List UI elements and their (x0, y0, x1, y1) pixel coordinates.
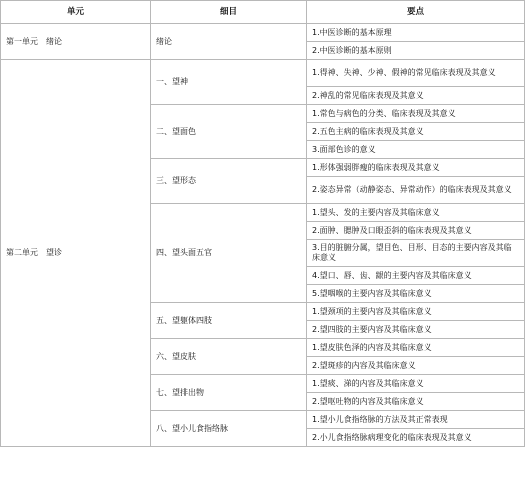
point-cell: 2.姿态异常（动静姿态、异常动作）的临床表现及其意义 (307, 177, 525, 204)
item-cell: 三、望形态 (151, 159, 307, 204)
header-point: 要点 (307, 1, 525, 24)
item-cell: 七、望排出物 (151, 375, 307, 411)
point-cell: 1.望皮肤色泽的内容及其临床意义 (307, 339, 525, 357)
item-cell: 四、望头面五官 (151, 204, 307, 303)
header-item: 细目 (151, 1, 307, 24)
point-cell: 2.五色主病的临床表现及其意义 (307, 123, 525, 141)
point-cell: 5.望咽喉的主要内容及其临床意义 (307, 285, 525, 303)
point-cell: 2.望四肢的主要内容及其临床意义 (307, 321, 525, 339)
point-cell: 1.形体强弱胖瘦的临床表现及其意义 (307, 159, 525, 177)
header-unit: 单元 (1, 1, 151, 24)
point-cell: 1.望颈项的主要内容及其临床意义 (307, 303, 525, 321)
point-cell: 1.中医诊断的基本原理 (307, 24, 525, 42)
header-row (1, 1, 525, 24)
item-cell: 绪论 (151, 24, 307, 60)
item-cell: 八、望小儿食指络脉 (151, 411, 307, 447)
point-cell: 3.目的脏腑分属，望目色、目形、目态的主要内容及其临床意义 (307, 240, 525, 267)
point-cell: 2.望呕吐物的内容及其临床意义 (307, 393, 525, 411)
point-cell: 1.常色与病色的分类、临床表现及其意义 (307, 105, 525, 123)
item-cell: 六、望皮肤 (151, 339, 307, 375)
point-cell: 2.小儿食指络脉病理变化的临床表现及其意义 (307, 429, 525, 447)
point-cell: 2.神乱的常见临床表现及其意义 (307, 87, 525, 105)
point-cell: 2.中医诊断的基本原则 (307, 42, 525, 60)
point-cell: 1.得神、失神、少神、假神的常见临床表现及其意义 (307, 60, 525, 87)
unit-cell: 第二单元 望诊 (1, 60, 151, 447)
point-cell: 4.望口、唇、齿、龈的主要内容及其临床意义 (307, 267, 525, 285)
point-cell: 1.望头、发的主要内容及其临床意义 (307, 204, 525, 222)
unit-cell: 第一单元 绪论 (1, 24, 151, 60)
point-cell: 1.望痰、涕的内容及其临床意义 (307, 375, 525, 393)
item-cell: 一、望神 (151, 60, 307, 105)
point-cell: 2.面肿、腮肿及口眼歪斜的临床表现及其意义 (307, 222, 525, 240)
point-cell: 3.面部色诊的意义 (307, 141, 525, 159)
item-cell: 二、望面色 (151, 105, 307, 159)
item-cell: 五、望躯体四肢 (151, 303, 307, 339)
point-cell: 2.望斑疹的内容及其临床意义 (307, 357, 525, 375)
table-row (1, 24, 525, 42)
table-row (1, 60, 525, 87)
point-cell: 1.望小儿食指络脉的方法及其正常表现 (307, 411, 525, 429)
